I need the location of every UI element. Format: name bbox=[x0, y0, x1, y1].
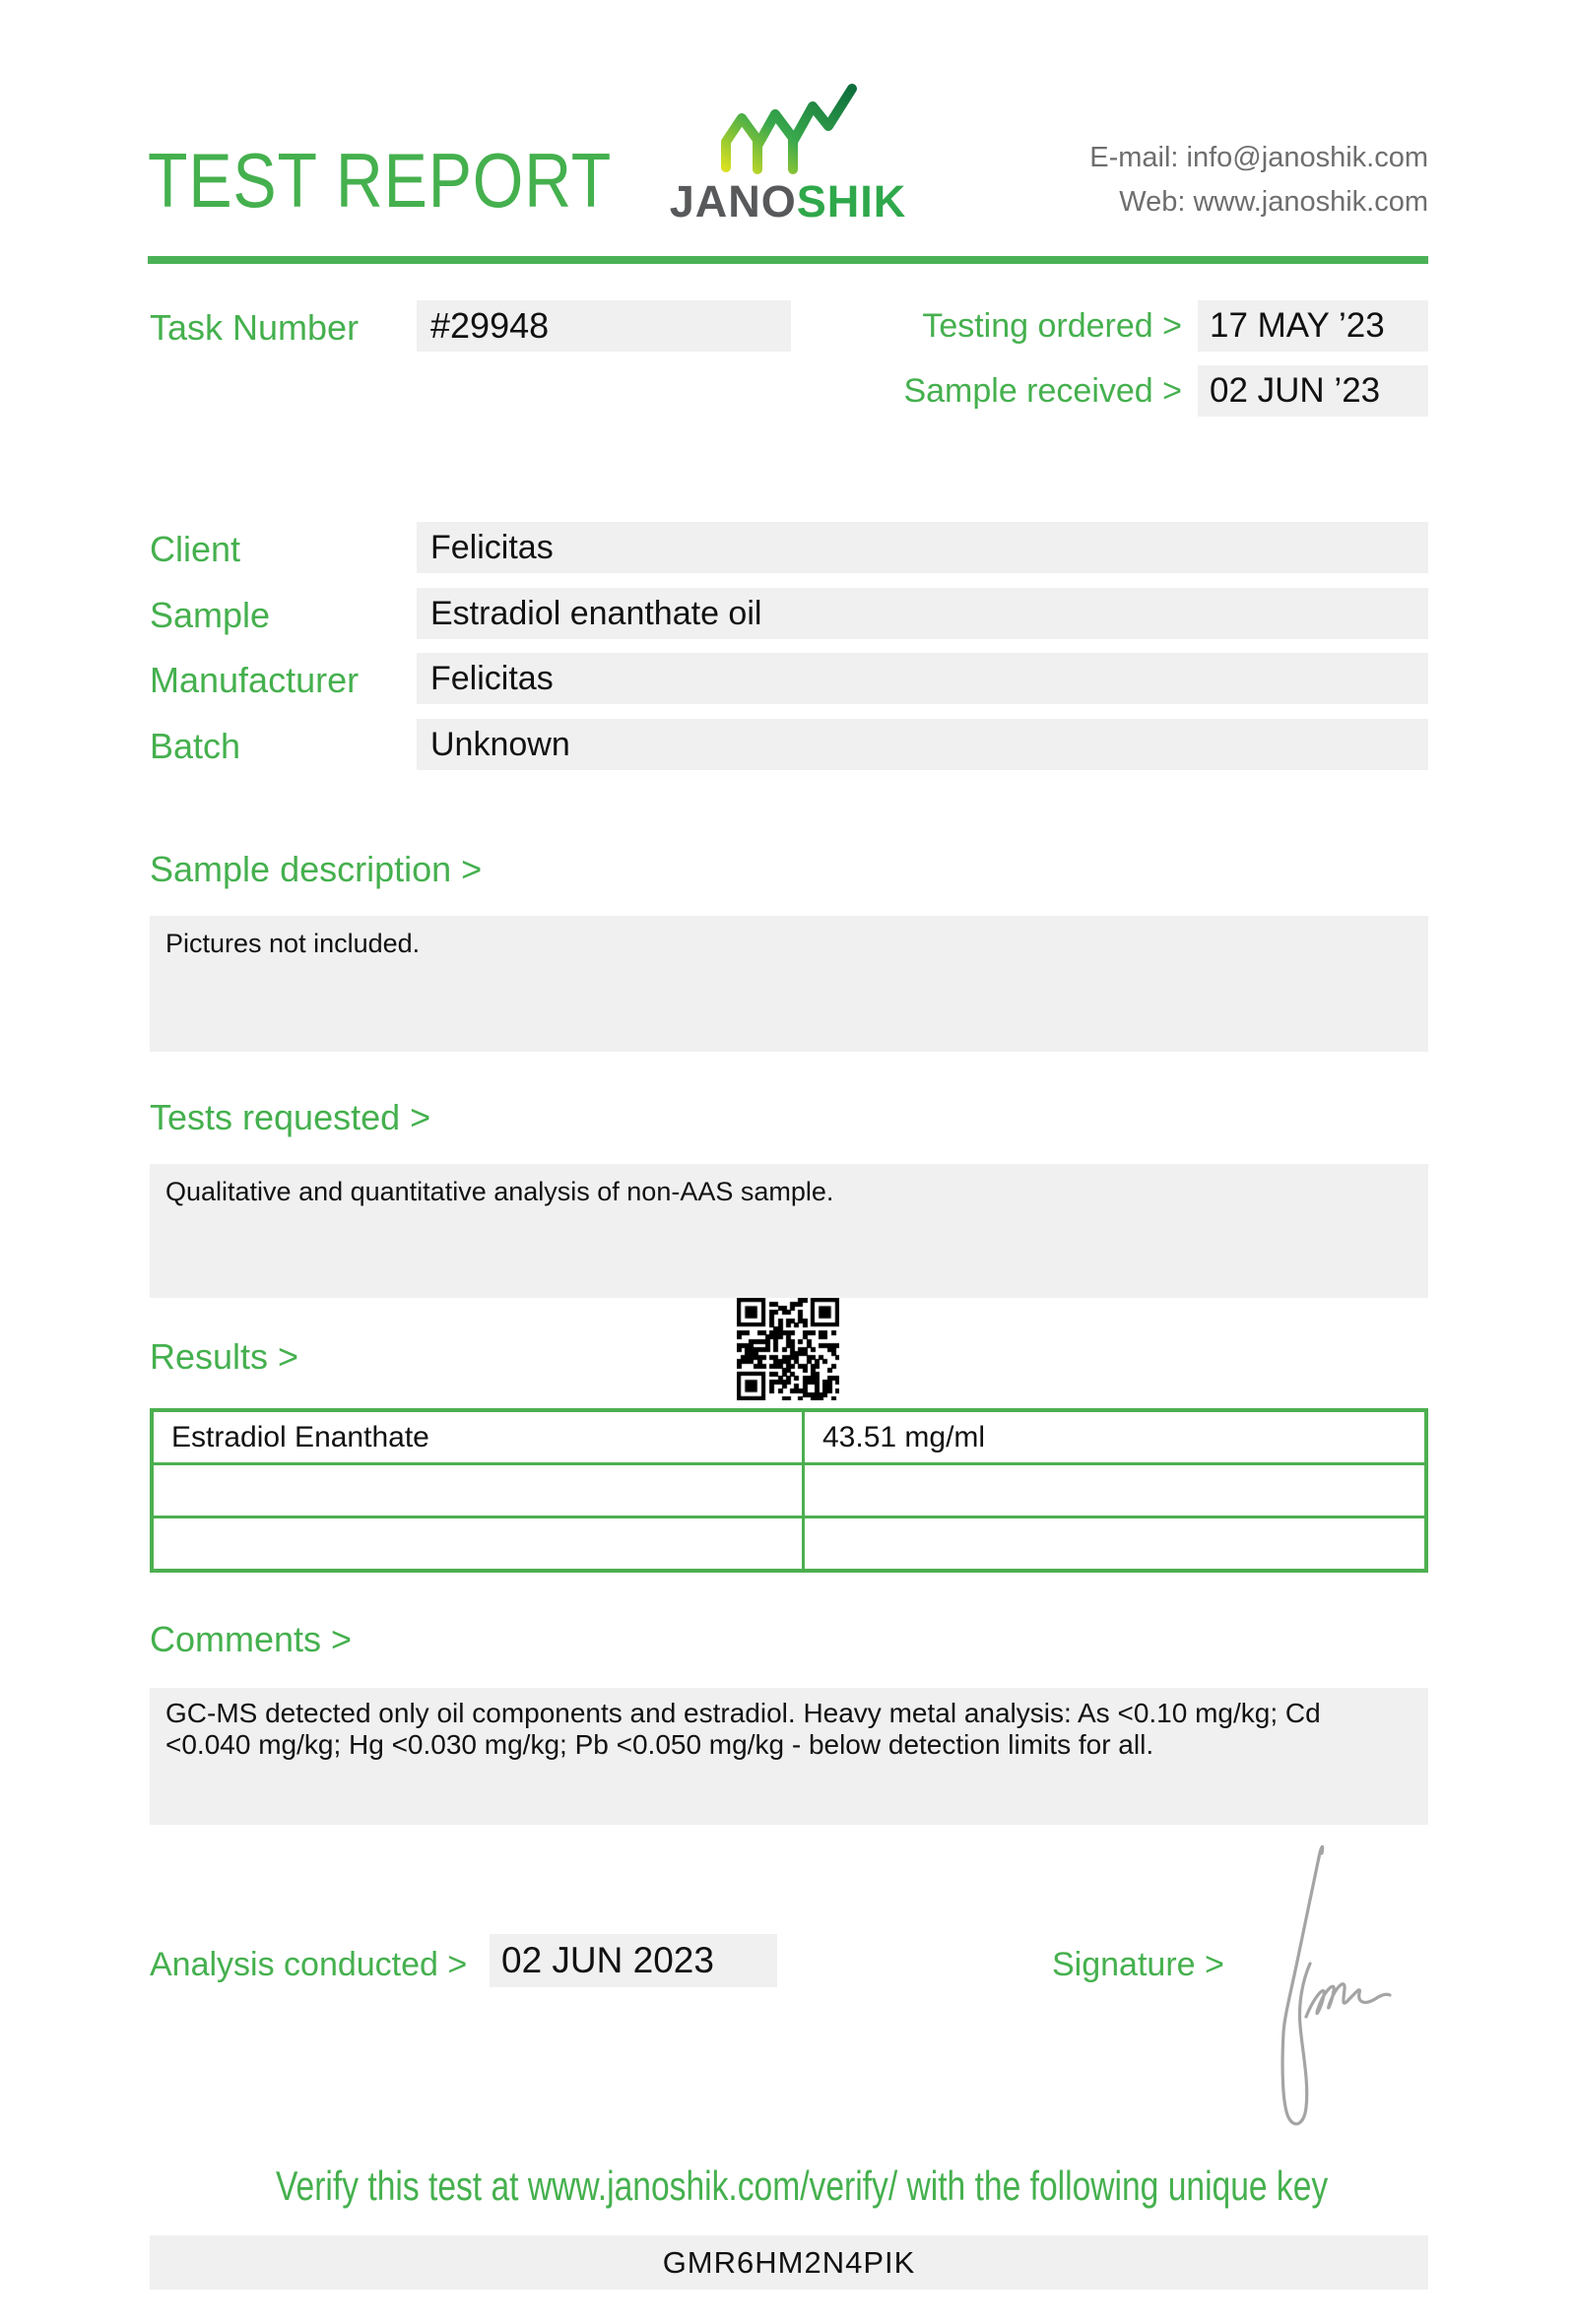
verify-instruction: Verify this test at www.janoshik.com/verify/ with the following unique key bbox=[276, 2163, 1329, 2209]
chart-peaks-logo-icon bbox=[640, 81, 936, 174]
table-row bbox=[152, 1410, 1426, 1464]
sample-field bbox=[417, 588, 1428, 639]
comments-heading: Comments > bbox=[150, 1619, 353, 1659]
signature-label: Signature > bbox=[1052, 1946, 1224, 1983]
brand-jano: JANO bbox=[669, 176, 797, 226]
tests-requested-heading: Tests requested > bbox=[150, 1097, 431, 1137]
brand-wordmark bbox=[640, 176, 936, 227]
results-table bbox=[150, 1408, 1428, 1573]
unique-key-field bbox=[150, 2235, 1428, 2290]
client-field bbox=[417, 522, 1428, 573]
manufacturer-value: Felicitas bbox=[430, 659, 554, 697]
unique-key-value: GMR6HM2N4PIK bbox=[662, 2244, 916, 2280]
sample-received-field bbox=[1198, 365, 1428, 417]
sample-received-label: Sample received > bbox=[903, 372, 1182, 410]
manufacturer-label: Manufacturer bbox=[150, 660, 360, 700]
sample-value: Estradiol enanthate oil bbox=[430, 594, 762, 632]
sample-description-text: Pictures not included. bbox=[165, 929, 421, 958]
task-number-field bbox=[417, 300, 791, 352]
manufacturer-field bbox=[417, 653, 1428, 704]
analysis-date-field bbox=[490, 1934, 777, 1987]
analysis-date-value: 02 JUN 2023 bbox=[501, 1940, 714, 1980]
contact-web: Web: www.janoshik.com bbox=[1119, 186, 1428, 218]
batch-label: Batch bbox=[150, 726, 241, 766]
result-analyte bbox=[152, 1464, 804, 1517]
comments-box bbox=[150, 1688, 1428, 1825]
contact-block bbox=[985, 136, 1428, 225]
sample-description-box bbox=[150, 916, 1428, 1052]
result-value: 43.51 mg/ml bbox=[804, 1410, 1427, 1464]
result-analyte bbox=[152, 1517, 804, 1572]
sample-received-date: 02 JUN ’23 bbox=[1210, 371, 1381, 410]
batch-field bbox=[417, 719, 1428, 770]
brand-shik: SHIK bbox=[796, 176, 907, 226]
result-value bbox=[804, 1464, 1427, 1517]
testing-ordered-date: 17 MAY ’23 bbox=[1210, 306, 1385, 345]
task-number-value: #29948 bbox=[430, 305, 550, 346]
analysis-conducted-label: Analysis conducted > bbox=[150, 1946, 468, 1983]
testing-ordered-label: Testing ordered > bbox=[922, 307, 1182, 345]
results-heading: Results > bbox=[150, 1336, 299, 1377]
client-label: Client bbox=[150, 529, 241, 569]
result-value bbox=[804, 1517, 1427, 1572]
tests-requested-text: Qualitative and quantitative analysis of non-AAS sample. bbox=[165, 1177, 834, 1206]
sample-description-heading: Sample description > bbox=[150, 849, 483, 889]
table-row bbox=[152, 1517, 1426, 1572]
signature-image bbox=[1273, 1824, 1430, 2144]
task-number-label: Task Number bbox=[150, 307, 360, 348]
contact-email: E-mail: info@janoshik.com bbox=[1089, 142, 1428, 173]
sample-label: Sample bbox=[150, 595, 271, 635]
client-value: Felicitas bbox=[430, 528, 554, 566]
comments-text: GC-MS detected only oil components and estradiol. Heavy metal analysis: As <0.10 mg/kg; Cd <0.040 mg/kg; Hg <0.030 mg/kg; Pb <0.050 mg/kg - below detection limits for all. bbox=[165, 1698, 1321, 1760]
result-analyte: Estradiol Enanthate bbox=[152, 1410, 804, 1464]
qr-code bbox=[737, 1298, 839, 1400]
batch-value: Unknown bbox=[430, 725, 570, 763]
header-divider bbox=[148, 256, 1428, 264]
page-title: TEST REPORT bbox=[148, 137, 613, 224]
brand-logo bbox=[640, 81, 936, 227]
tests-requested-box bbox=[150, 1164, 1428, 1298]
table-row bbox=[152, 1464, 1426, 1517]
testing-ordered-field bbox=[1198, 300, 1428, 352]
